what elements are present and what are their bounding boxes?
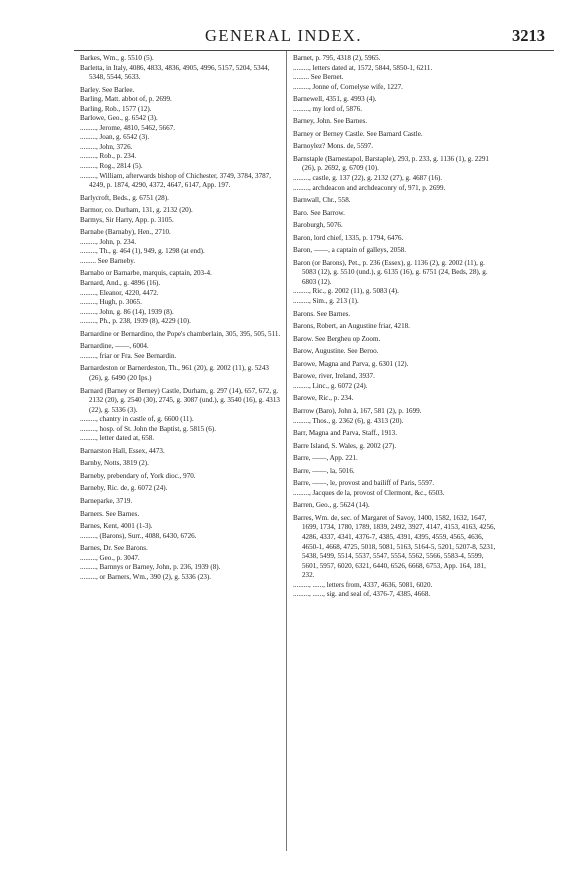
index-entry: Barnard, And., g. 4896 (16). (80, 279, 161, 288)
index-entry: Barney, John. See Barnes. (293, 117, 368, 126)
index-entry: ........., my lord of, 5876. (293, 104, 362, 113)
index-entry: Baron (or Barons), Pet., p. 236 (Essex), g. 1136 (2), g. 2002 (11), g. 5083 (12), g. 5510 (und.), g. 6135 (16), g. 6751 (24, Beds, 28), g. 6803 (12). (293, 258, 488, 286)
index-entry: ........., Geo., p. 3047. (80, 553, 140, 562)
index-entry: Barlycroft, Beds., g. 6751 (28). (80, 193, 169, 202)
index-entry: Barnoylez? Mons. de, 5597. (293, 142, 373, 151)
index-entry: Barowe, river, Ireland, 3937. (293, 372, 375, 381)
index-entry: Barnabo or Barnarbe, marquis, captain, 203-4. (80, 269, 212, 278)
index-entry: ........., Barnnys or Barney, John, p. 236, 1939 (8). (80, 563, 221, 572)
index-entry: ........., Eleanor, 4220, 4472. (80, 288, 159, 297)
index-entry: Barkes, Wm., g. 5510 (5). (80, 54, 154, 62)
index-entry: ........., Sim., g. 213 (1). (293, 297, 359, 306)
index-entry: ........., Joan, g. 6542 (3). (80, 133, 150, 142)
index-entry: Barney or Berney Castle. See Barnard Castle. (293, 129, 423, 138)
index-entry: Barnabe (Barnaby), Hen., 2710. (80, 228, 171, 237)
index-entry: Barnardine or Bernardino, the Pope's chamberlain, 305, 395, 505, 511. (80, 329, 281, 338)
index-entry: ........., Jonne of, Cornelyse wife, 1227. (293, 82, 403, 91)
index-entry: Barlowe, Geo., g. 6542 (3). (80, 114, 158, 123)
index-entry: Barnwall, Chr., 558. (293, 196, 351, 205)
index-entry: Barletta, in Italy, 4086, 4833, 4836, 4905, 4996, 5157, 5204, 5344, 5348, 5544, 5633. (80, 63, 270, 82)
index-entry: Baro. See Barrow. (293, 208, 345, 217)
index-entry: Barnby, Notts, 3819 (2). (80, 459, 149, 468)
index-entry: Barren, Geo., g. 5624 (14). (293, 501, 370, 510)
index-entry: Barres, Wm. de, sec. of Margaret of Savoy, 1400, 1582, 1632, 1647, 1699, 1734, 1780, 1789, 1839, 2492, 3927, 4147, 4153, 4163, 4256, 4286, 4337, 4341, 4376-7, 4385, 4391, 4395, 4559, 4565, 4636, 4650-1, 4668, 4725, 5018, 5081, 5163, 5164-5, 5201, 5207-8, 5231, 5438, 5499, 5514, 5537, 5547, 5554, 5562, 5566, 5583-4, 5599, 5601, 5957, 6020, 6321, 6440, 6526, 6668, 6753, App. 164, 181, 232. (293, 513, 496, 580)
header-rule (74, 50, 554, 51)
index-entry: Barneby, prebendary of, York dioc., 970. (80, 471, 196, 480)
index-column-left (80, 54, 282, 582)
index-entry: ........., John, 3726. (80, 142, 133, 151)
index-entry: Barnardine, ——, 6004. (80, 342, 149, 351)
index-column-right (293, 54, 497, 600)
index-entry: Barnes, Kent, 4001 (1-3). (80, 522, 153, 531)
index-entry: Barneparke, 3719. (80, 496, 133, 505)
index-entry: ........., Rog., 2814 (5). (80, 162, 143, 171)
running-title: GENERAL INDEX. (205, 26, 362, 45)
index-entry: Barrow (Baro), John à, 167, 581 (2), p. 1699. (293, 406, 422, 415)
index-entry: Barr, Magna and Parva, Staff., 1913. (293, 429, 397, 438)
index-entry: ........., Hugh, p. 3065. (80, 298, 142, 307)
index-entry: ........., ......, letters from, 4337, 4636, 5081, 6020. (293, 580, 433, 589)
index-entry: Barowe, Magna and Parva, g. 6301 (12). (293, 359, 409, 368)
column-divider (286, 51, 287, 851)
index-entry: ........., Th., g. 464 (1), 949, g. 1298 (at end). (80, 247, 205, 256)
index-entry: ......... See Bernet. (293, 73, 344, 82)
index-entry: ........., castle, g. 137 (22), g. 2132 (27), g. 4687 (16). (293, 174, 443, 183)
index-entry: Barneby, Ric. de, g. 6072 (24). (80, 484, 168, 493)
index-entry: Barley. See Barlee. (80, 85, 135, 94)
index-entry: ........., Thos., g. 2362 (6), g. 4313 (20). (293, 416, 404, 425)
index-entry: ........., Rob., p. 234. (80, 152, 137, 161)
index-entry: Barowe, Ric., p. 234. (293, 394, 354, 403)
index-entry: Barow. See Bergheu op Zoom. (293, 334, 381, 343)
index-entry: ........., hosp. of St. John the Baptist, g. 5815 (6). (80, 424, 216, 433)
index-entry: Barre, ——, App. 221. (293, 454, 358, 463)
index-entry: Barling, Rob., 1577 (12). (80, 104, 152, 113)
index-entry: ........., friar or Fra. See Bernardin. (80, 351, 177, 360)
index-entry: ........., letters dated at, 1572, 5844, 5850-1, 6211. (293, 63, 433, 72)
index-entry: Barnarston Hall, Essex, 4473. (80, 446, 165, 455)
index-entry: ......... See Barneby. (80, 256, 136, 265)
page-number: 3213 (512, 26, 545, 45)
index-entry: ........., Ric., g. 2002 (11), g. 5083 (4). (293, 287, 399, 296)
index-entry: ........., archdeacon and archdeaconry of, 971, p. 2699. (293, 183, 446, 192)
index-entry: Baron, ——, a captain of galleys, 2058. (293, 246, 407, 255)
index-entry: ........., Ph., p. 238, 1939 (8), 4229 (10). (80, 317, 191, 326)
index-entry: ........., letter dated at, 658. (80, 434, 155, 443)
index-entry: Barners. See Barnes. (80, 509, 140, 518)
index-entry: Barnes, Dr. See Barons. (80, 544, 148, 553)
index-entry: ........., John, p. 234. (80, 237, 136, 246)
index-entry: ........., Jacques de la, provost of Clermont, &c., 6503. (293, 488, 445, 497)
index-entry: Barnstaple (Barnestapol, Barstaple), 293, p. 233, g. 1136 (1), g. 2291 (26), p. 2692, g. 6709 (10). (293, 154, 489, 173)
index-entry: Barmor, co. Durham, 131, g. 2132 (20). (80, 206, 193, 215)
index-entry: ........., or Barners, Wm., 390 (2), g. 5336 (23). (80, 572, 212, 581)
index-entry: Barling, Matt. abbot of, p. 2699. (80, 95, 172, 104)
index-entry: Barnard (Barney or Berney) Castle, Durham, g. 297 (14), 657, 672, g. 2132 (20), g. 2540 (30), 2745, g. 3087 (und.), g. 3540 (16), g. 4313 (22), g. 5336 (3). (80, 386, 280, 414)
index-entry: Barow, Augustine. See Beroo. (293, 347, 379, 356)
index-entry: Barnewell, 4351, g. 4993 (4). (293, 95, 377, 104)
index-entry: Barnet, p. 795, 4318 (2), 5965. (293, 54, 381, 62)
index-entry: Barons, Robert, an Augustine friar, 4218. (293, 322, 410, 331)
index-entry: ........., William, afterwards bishop of Chichester, 3749, 3784, 3787, 4249, p. 1874, 4290, 4372, 4647, 6147, App. 197. (80, 171, 271, 190)
index-entry: ........., (Barons), Surr., 4088, 6430, 6726. (80, 531, 197, 540)
page-header (0, 26, 567, 48)
index-entry: Barre, ——, le, provost and bailiff of Paris, 5597. (293, 479, 435, 488)
index-entry: Barre, ——, la, 5016. (293, 466, 355, 475)
index-entry: Barnardeston or Barnerdeston, Th., 961 (20), g. 2002 (11), g. 5243 (26), g. 6490 (20 Ips.) (80, 364, 269, 382)
index-entry: Barons. See Barnes. (293, 309, 351, 318)
index-entry: ........., ......, sig. and seal of, 4376-7, 4385, 4668. (293, 590, 431, 599)
index-entry: ........., chantry in castle of, g. 6600 (11). (80, 415, 194, 424)
index-entry: Baroburgh, 5076. (293, 221, 343, 230)
index-entry: ........., Jerome, 4810, 5462, 5667. (80, 123, 175, 132)
index-entry: Barmys, Sir Harry, App. p. 3105. (80, 215, 174, 224)
index-entry: ........., John, g. 86 (14), 1939 (8). (80, 307, 174, 316)
index-entry: Barre Island, S. Wales, g. 2002 (27). (293, 441, 397, 450)
index-entry: ........., Linc., g. 6072 (24). (293, 381, 368, 390)
index-entry: Baron, lord chief, 1335, p. 1794, 6476. (293, 233, 404, 242)
